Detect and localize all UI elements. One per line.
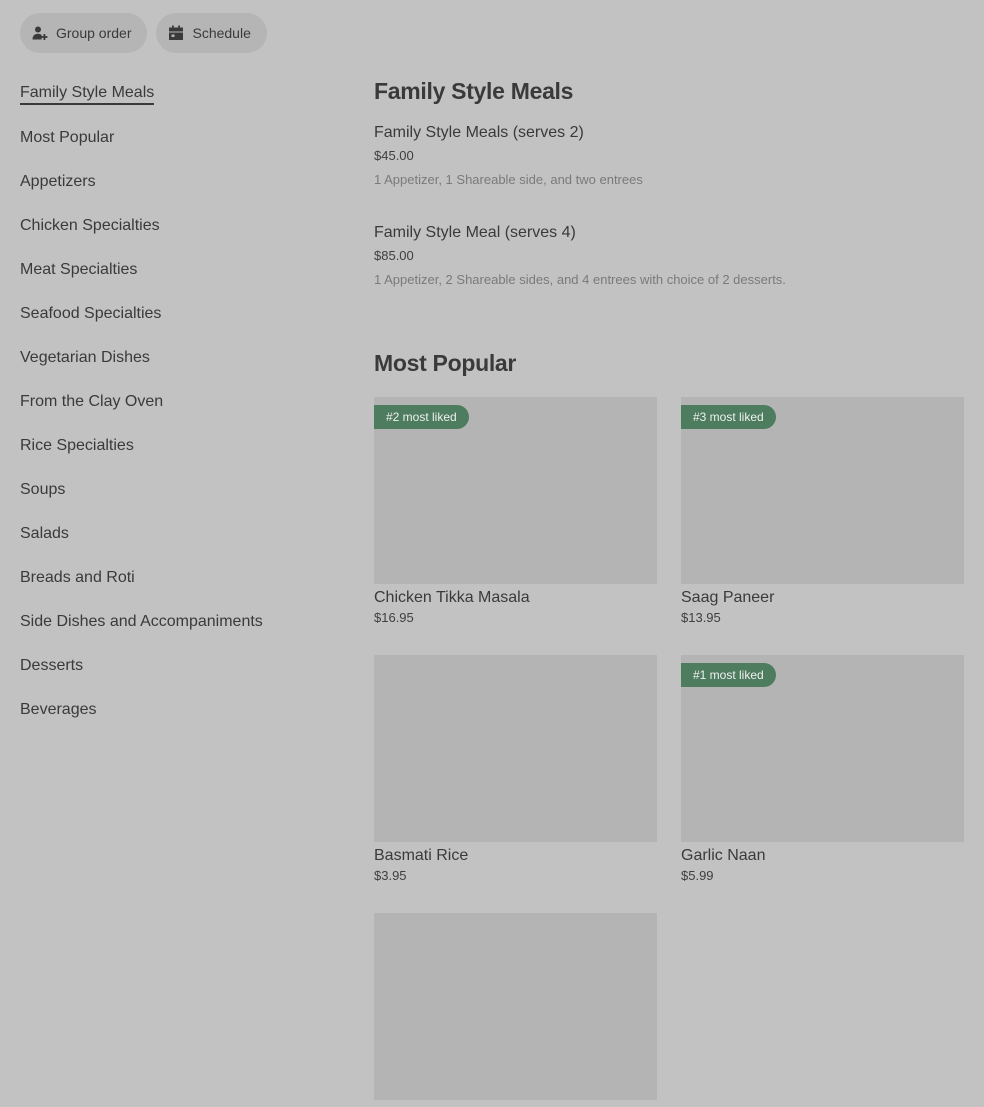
sidebar-item-label: Vegetarian Dishes	[20, 349, 150, 366]
sidebar-item-label: Seafood Specialties	[20, 305, 162, 322]
most-liked-badge: #1 most liked	[681, 663, 776, 687]
most-liked-badge: #2 most liked	[374, 405, 469, 429]
menu-card-chicken-tikka-masala[interactable]	[374, 397, 657, 627]
sidebar-item-label: Desserts	[20, 657, 84, 674]
sidebar-item-label: From the Clay Oven	[20, 393, 164, 410]
menu-item-family-meal-serves-4[interactable]	[374, 222, 964, 289]
menu-card-basmati-rice[interactable]	[374, 655, 657, 885]
sidebar-item-label: Side Dishes and Accompaniments	[20, 613, 263, 630]
sidebar-item-label: Breads and Roti	[20, 569, 135, 586]
menu-item-image	[374, 397, 657, 584]
most-liked-badge: #3 most liked	[681, 405, 776, 429]
group-order-button[interactable]	[20, 13, 147, 53]
menu-item-price: $3.95	[374, 868, 407, 883]
sidebar-item-breads-and-roti[interactable]	[20, 556, 320, 600]
menu-card-garlic-naan[interactable]	[681, 655, 964, 885]
menu-card-item-5[interactable]	[374, 913, 657, 1100]
sidebar-item-meat-specialties[interactable]	[20, 248, 320, 292]
sidebar-item-rice-specialties[interactable]	[20, 424, 320, 468]
menu-item-name: Garlic Naan	[681, 847, 766, 864]
menu-item-name: Basmati Rice	[374, 847, 469, 864]
menu-item-name: Family Style Meal (serves 4)	[374, 224, 576, 241]
section-title-family-style-meals: Family Style Meals	[374, 78, 574, 104]
menu-item-price: $85.00	[374, 248, 414, 263]
sidebar-item-salads[interactable]	[20, 512, 320, 556]
menu-card-saag-paneer[interactable]	[681, 397, 964, 627]
sidebar-item-family-style-meals[interactable]	[20, 72, 320, 116]
menu-item-price: $5.99	[681, 868, 714, 883]
sidebar-item-label: Salads	[20, 525, 69, 542]
sidebar-item-label: Rice Specialties	[20, 437, 134, 454]
sidebar-item-label: Chicken Specialties	[20, 217, 160, 234]
sidebar-item-label: Meat Specialties	[20, 261, 138, 278]
sidebar-item-label: Beverages	[20, 701, 97, 718]
menu-item-name: Chicken Tikka Masala	[374, 589, 530, 606]
schedule-button[interactable]	[156, 13, 266, 53]
group-order-label: Group order	[56, 25, 132, 41]
menu-item-image	[374, 655, 657, 842]
schedule-label: Schedule	[192, 25, 251, 41]
menu-item-family-meal-serves-2[interactable]	[374, 122, 964, 189]
menu-item-description: 1 Appetizer, 1 Shareable side, and two entrees	[374, 172, 643, 187]
category-nav	[20, 72, 320, 732]
section-title-most-popular: Most Popular	[374, 350, 517, 376]
add-person-icon	[32, 25, 48, 41]
sidebar-item-chicken-specialties[interactable]	[20, 204, 320, 248]
menu-item-description: 1 Appetizer, 2 Shareable sides, and 4 entrees with choice of 2 desserts.	[374, 272, 786, 287]
calendar-icon	[168, 25, 184, 41]
sidebar-item-soups[interactable]	[20, 468, 320, 512]
menu-item-image	[681, 655, 964, 842]
sidebar-item-label: Family Style Meals	[20, 84, 154, 105]
sidebar-item-side-dishes[interactable]	[20, 600, 320, 644]
sidebar-item-from-the-clay-oven[interactable]	[20, 380, 320, 424]
top-action-bar	[20, 13, 267, 53]
menu-item-name: Family Style Meals (serves 2)	[374, 124, 584, 141]
menu-item-price: $16.95	[374, 610, 414, 625]
sidebar-item-label: Most Popular	[20, 129, 115, 146]
menu-item-image	[681, 397, 964, 584]
sidebar-item-label: Soups	[20, 481, 66, 498]
sidebar-item-label: Appetizers	[20, 173, 96, 190]
sidebar-item-appetizers[interactable]	[20, 160, 320, 204]
sidebar-item-seafood-specialties[interactable]	[20, 292, 320, 336]
menu-item-image	[374, 913, 657, 1100]
menu-item-name: Saag Paneer	[681, 589, 775, 606]
sidebar-item-beverages[interactable]	[20, 688, 320, 732]
sidebar-item-most-popular[interactable]	[20, 116, 320, 160]
sidebar-item-vegetarian-dishes[interactable]	[20, 336, 320, 380]
sidebar-item-desserts[interactable]	[20, 644, 320, 688]
menu-item-price: $13.95	[681, 610, 721, 625]
menu-item-price: $45.00	[374, 148, 414, 163]
